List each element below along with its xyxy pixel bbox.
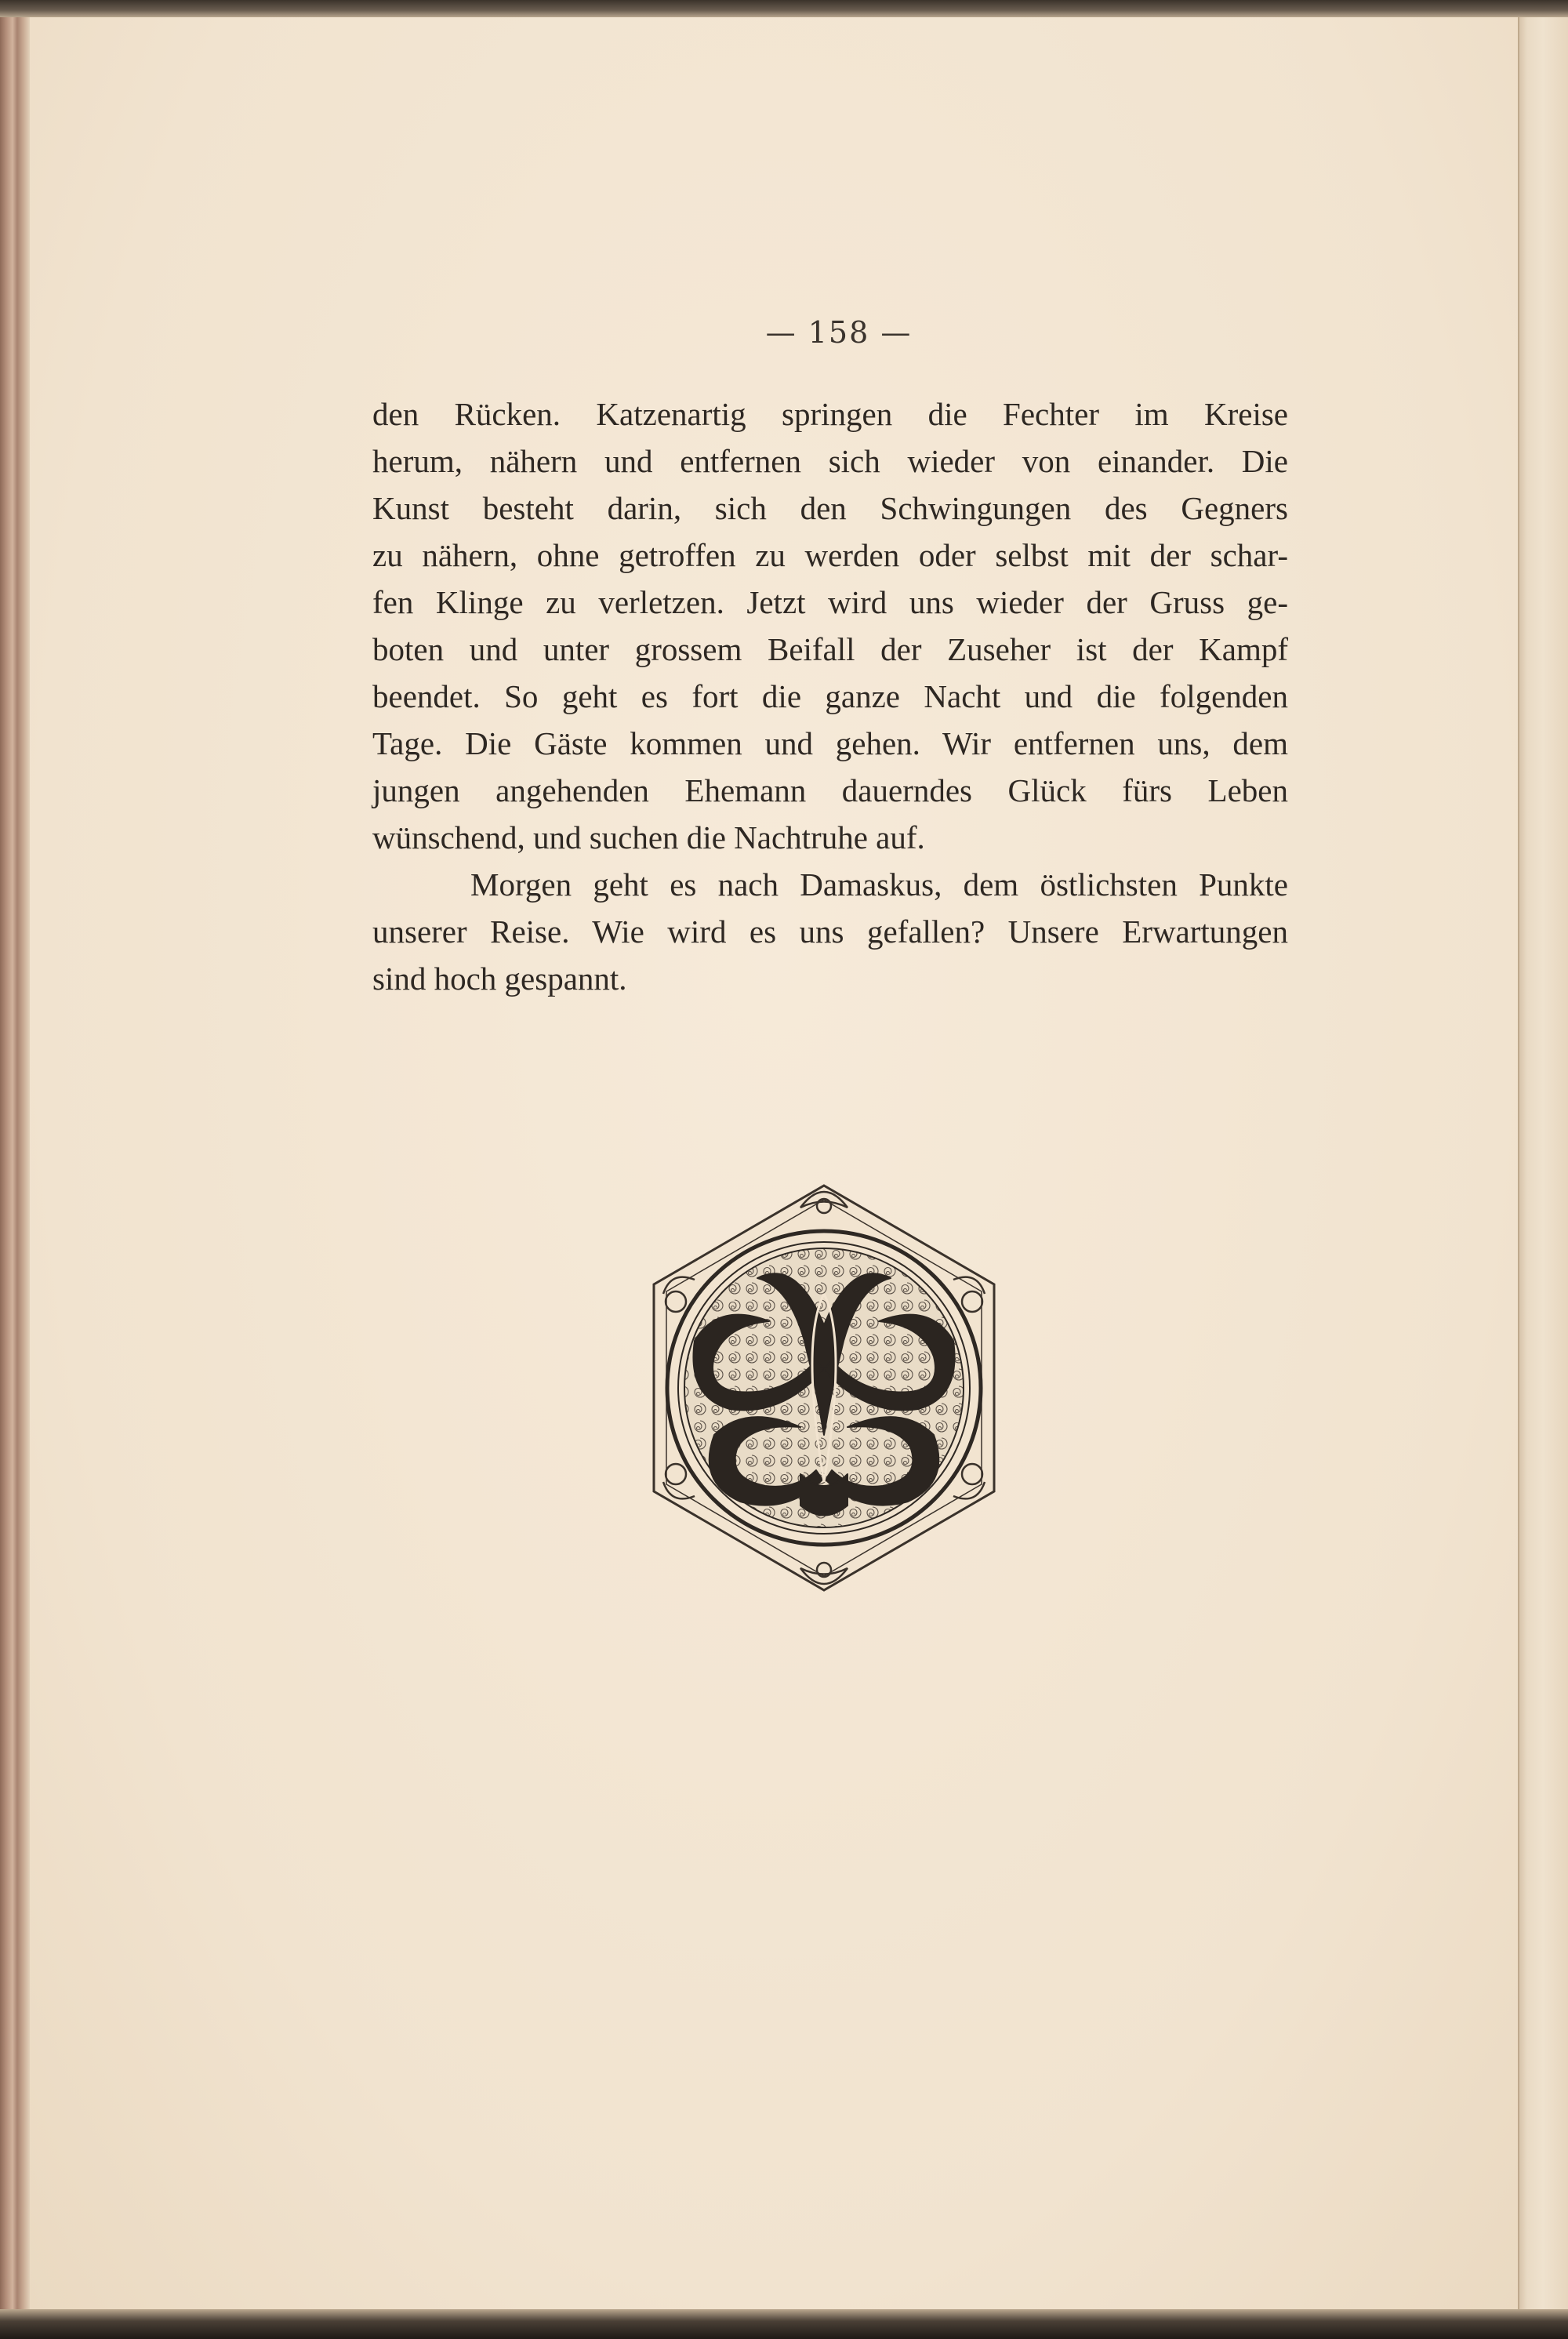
text-line: zu nähern, ohne getroffen zu werden oder selbst mit der schar- <box>372 537 1288 573</box>
text-line: Tage. Die Gäste kommen und gehen. Wir entfernen uns, dem <box>372 725 1288 761</box>
text-line: wünschend, und suchen die Nachtruhe auf. <box>372 819 925 855</box>
text-line: boten und unter grossem Beifall der Zuseher ist der Kampf <box>372 631 1288 667</box>
text-line: unserer Reise. Wie wird es uns gefallen? Unsere Erwartungen <box>372 913 1288 950</box>
page-number: — 158 — <box>765 315 913 350</box>
text-line: fen Klinge zu verletzen. Jetzt wird uns wieder der Gruss ge- <box>372 584 1288 620</box>
text-line: jungen angehenden Ehemann dauerndes Glück fürs Leben <box>372 772 1288 808</box>
page-sheet <box>30 17 1518 2309</box>
text-line: den Rücken. Katzenartig springen die Fechter im Kreise <box>372 396 1288 432</box>
paragraph-2 <box>372 861 1288 1002</box>
text-line: herum, nähern und entfernen sich wieder von einander. Die <box>372 443 1288 479</box>
monogram-vignette-icon <box>640 1176 1008 1600</box>
body-text <box>372 390 1288 1002</box>
text-line: beendet. So geht es fort die ganze Nacht und die folgenden <box>372 678 1288 714</box>
bottom-scan-border <box>0 2309 1568 2339</box>
text-line: Kunst besteht darin, sich den Schwingungen des Gegners <box>372 490 1288 526</box>
text-line: Morgen geht es nach Damaskus, dem östlichsten Punkte <box>470 866 1288 903</box>
text-line: sind hoch gespannt. <box>372 961 627 997</box>
next-leaf-edge <box>1518 17 1568 2309</box>
paragraph-1 <box>372 390 1288 861</box>
top-scan-border <box>0 0 1568 17</box>
book-spine-edge <box>0 0 30 2339</box>
